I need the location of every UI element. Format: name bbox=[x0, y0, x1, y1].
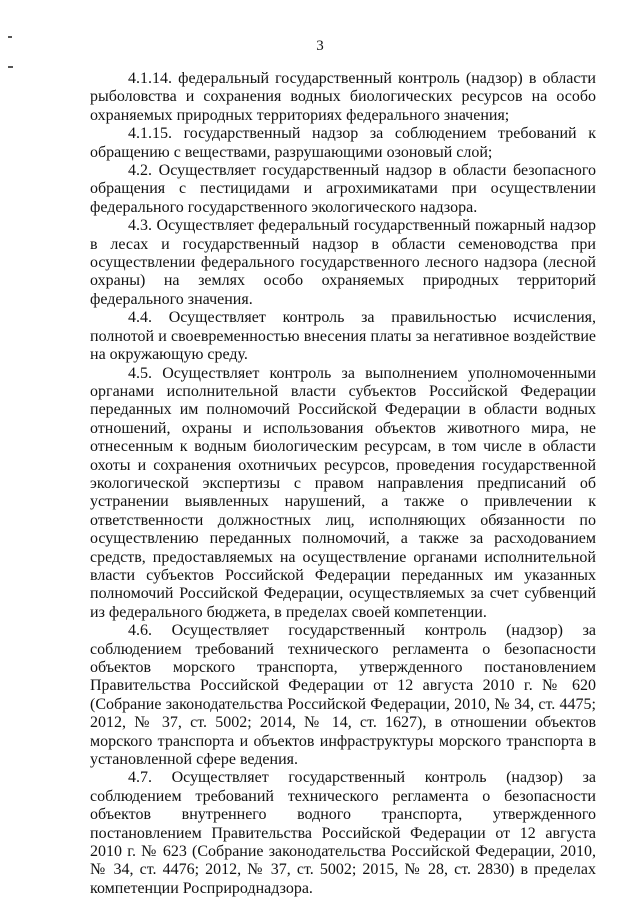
paragraph-4-4: 4.4. Осуществляет контроль за правильностью исчисления, полнотой и своевременностью внесения платы за негативное воздействие на окружающую среду. bbox=[90, 309, 596, 364]
paragraph-4-3: 4.3. Осуществляет федеральный государственный пожарный надзор в лесах и государственный надзор в области семеноводства при осуществлении федерального государственного лесного надзора (лесной охраны) на землях особо охраняемых природных территорий федерального значения. bbox=[90, 217, 596, 308]
paragraph-4-5: 4.5. Осуществляет контроль за выполнением уполномоченными органами исполнительной власти субъектов Российской Федерации переданных им полномочий Российской Федерации в области водных отношений, охраны и использования объектов животного мира, не отнесенным к водным биологическим ресурсам, в том числе в области охоты и сохранения охотничьих ресурсов, проведения государственной экологической экспертизы с правом направления предписаний об устранении выявленных нарушений, а также о привлечении к ответственности должностных лиц, исполняющих обязанности по осуществлению переданных полномочий, а также за расходованием средств, предоставляемых на осуществление органами исполнительной власти субъектов Российской Федерации переданных им указанных полномочий Российской Федерации, осуществляемых за счет субвенций из федерального бюджета, в пределах своей компетенции. bbox=[90, 364, 596, 621]
paragraph-4-6: 4.6. Осуществляет государственный контроль (надзор) за соблюдением требований технического регламента о безопасности объектов морского транспорта, утвержденного постановлением Правительства Российской Федерации от 12 августа 2010 г. № 620 (Собрание законодательства Российской Федерации, 2010, № 34, ст. 4475; 2012, № 37, ст. 5002; 2014, № 14, ст. 1627), в отношении объектов морского транспорта и объектов инфраструктуры морского транспорта в установленной сфере ведения. bbox=[90, 622, 596, 769]
page-number: 3 bbox=[316, 38, 324, 54]
scan-artifact-mark bbox=[8, 66, 13, 68]
document-body bbox=[90, 70, 596, 898]
paragraph-4-2: 4.2. Осуществляет государственный надзор в области безопасного обращения с пестицидами и агрохимикатами при осуществлении федерального государственного экологического надзора. bbox=[90, 162, 596, 216]
paragraph-4-1-14: 4.1.14. федеральный государственный контроль (надзор) в области рыболовства и сохранения водных биологических ресурсов на особо охраняемых природных территориях федерального значения; bbox=[90, 70, 596, 124]
paragraph-4-1-15: 4.1.15. государственный надзор за соблюдением требований к обращению с веществами, разрушающими озоновый слой; bbox=[90, 125, 596, 161]
paragraph-4-7: 4.7. Осуществляет государственный контроль (надзор) за соблюдением требований технического регламента о безопасности объектов внутреннего водного транспорта, утвержденного постановлением Правительства Российской Федерации от 12 августа 2010 г. № 623 (Собрание законодательства Российской Федерации, 2010, № 34, ст. 4476; 2012, № 37, ст. 5002; 2015, № 28, ст. 2830) в пределах компетенции Росприроднадзора. bbox=[90, 769, 596, 897]
